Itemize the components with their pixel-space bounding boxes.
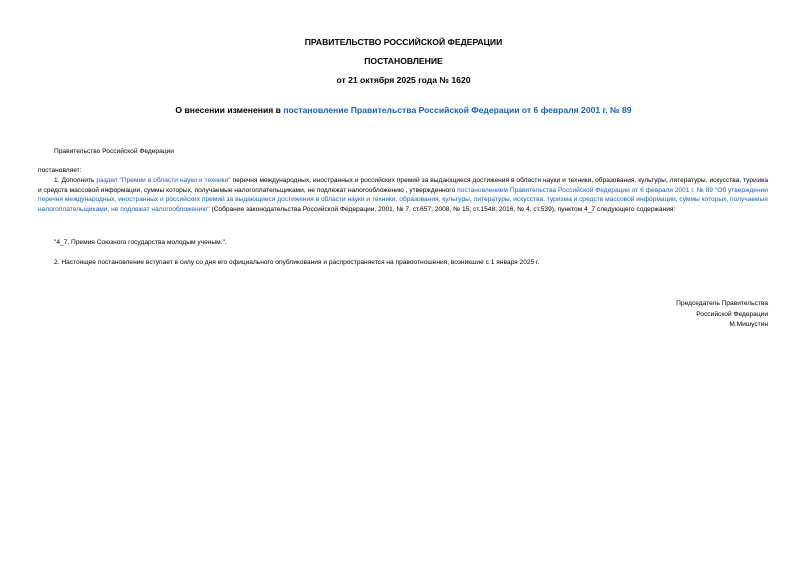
document-date-number: от 21 октября 2025 года № 1620: [336, 75, 471, 85]
signature-organization: Российской Федерации: [696, 311, 768, 318]
document-type: ПОСТАНОВЛЕНИЕ: [364, 56, 443, 66]
p1-start: 1. Дополнить: [54, 177, 97, 184]
signature-position: Председатель Правительства: [676, 300, 768, 307]
p1-mid1: перечня международных, иностранных и российских премий за выдающиеся достижения в области науки и техники, образования, культуры, литературы, искусства, туризма и средств массовой информации, суммы которых, получаемые налогоплательщиками, не подлежат налогообложению , утвержденного: [38, 177, 768, 194]
section-link[interactable]: раздел "Премии в области науки и техники": [96, 177, 231, 184]
quoted-item: "4_7. Премия Союзного государства молодым ученым.".: [54, 239, 227, 246]
resolution-title-link[interactable]: "Об утверждении перечня международных, иностранных и российских премий за выдающиеся достижения в области науки и техники, образования, культуры, литературы, искусства, туризма и средств массовой информации, суммы которых, получаемые налогоплательщиками, не подлежат налогообложению": [38, 186, 768, 213]
signature-name: М.Мишустин: [729, 321, 768, 328]
government-header: ПРАВИТЕЛЬСТВО РОССИЙСКОЙ ФЕДЕРАЦИИ: [304, 37, 503, 47]
title-prefix: О внесении изменения в: [175, 105, 284, 115]
title-link[interactable]: постановление Правительства Российской Федерации от 6 февраля 2001 г. № 89: [283, 105, 632, 115]
paragraph-2: 2. Настоящее постановление вступает в силу со дня его официального опубликования и распространяется на правоотношения, возникшие с 1 января 2025 г.: [54, 259, 540, 266]
issuer-text: Правительство Российской Федерации: [54, 148, 174, 155]
resolution-link[interactable]: постановлением Правительства Российской Федерации от 6 февраля 2001 г. № 89: [457, 186, 713, 194]
p1-end: (Собрание законодательства Российской Федерации, 2001, № 7, ст.657; 2008, № 15, ст.1548; 2016, № 4, ст.539), пунктом 4_7 следующего содержания:: [209, 205, 676, 213]
paragraph-1: [38, 176, 768, 214]
decrees-text: постановляет:: [38, 167, 82, 174]
document-title: [0, 105, 807, 115]
